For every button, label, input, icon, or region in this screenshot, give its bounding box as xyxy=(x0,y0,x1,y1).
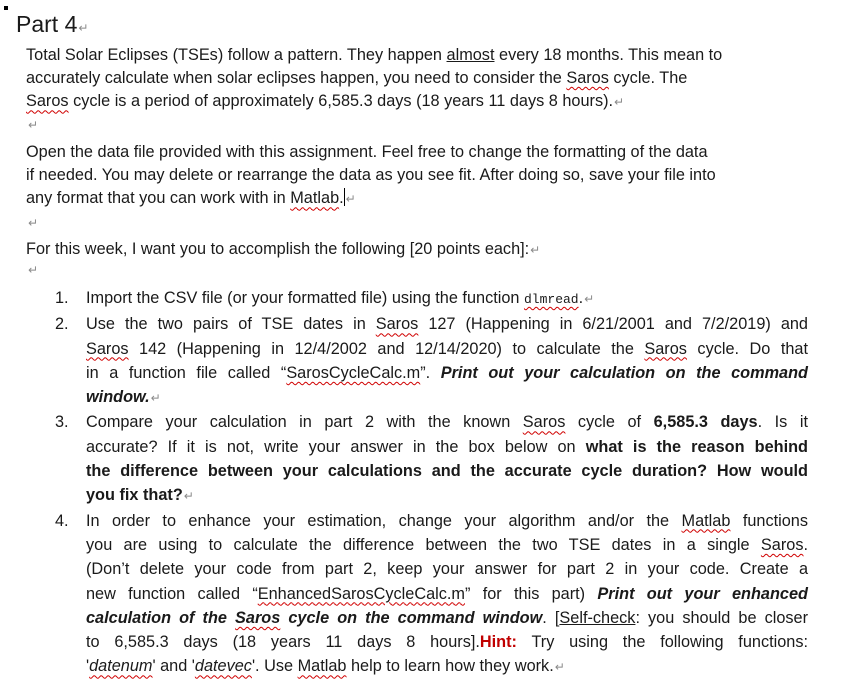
task-list xyxy=(48,286,808,680)
task-item-1: 1. Import the CSV file (or your formatted file) using the function dlmread.↵ xyxy=(55,289,595,307)
page-title: Part 4↵ xyxy=(16,11,89,37)
task-item-2: 2. Use the two pairs of TSE dates in Saros 127 (Happening in 6/21/2001 and 7/2/2019) and Saros 142 (Happening in 12/4/2002 and 12/14/2020) to calculate the Saros cycle. Do that in a function file called “SarosCycleCalc.m”. Print out your calculation on the command window.↵ xyxy=(55,315,808,407)
tasks-intro: For this week, I want you to accomplish the following [20 points each]:↵ xyxy=(26,240,541,258)
paragraph-return-icon: ↵ xyxy=(78,21,89,35)
data-file-paragraph: Open the data file provided with this assignment. Feel free to change the formatting of the data if needed. You may delete or rearrange the data as you see fit. After doing so, save your file into any format that you can work with in Matlab. ↵ xyxy=(26,143,716,208)
empty-paragraph-mark: ↵ xyxy=(28,118,39,132)
task-item-4: 4. In order to enhance your estimation, change your algorithm and/or the Matlab functions you are using to calculate the difference between the two TSE dates in a single Saros. (Don’t delete your code from part 2, keep your answer for part 2 in your code. Create a new function called “EnhancedSarosCycleCalc.m” for this part) Print out your enhanced calculation of the Saros cycle on the command window. [Self-check: you should be closer to 6,585.3 days (18 years 11 days 8 hours].Hint: Try using the following functions: 'datenum' and 'datevec'. Use Matlab help to learn how they work.↵ xyxy=(55,511,808,676)
paragraph-mark xyxy=(4,6,8,10)
empty-paragraph-mark: ↵ xyxy=(28,263,39,277)
task-item-3: 3. Compare your calculation in part 2 with the known Saros cycle of 6,585.3 days. Is it accurate? If it is not, write your answer in the box below on what is the reason behind the difference between your calculations and the accurate cycle duration? How would you fix that?↵ xyxy=(55,413,808,505)
empty-paragraph-mark: ↵ xyxy=(28,216,39,230)
text-cursor xyxy=(344,188,345,206)
intro-paragraph: Total Solar Eclipses (TSEs) follow a pattern. They happen almost every 18 months. This mean to accurately calculate when solar eclipses happen, you need to consider the Saros cycle. The Saros cycle is a period of approximately 6,585.3 days (18 years 11 days 8 hours).↵ xyxy=(26,46,723,111)
